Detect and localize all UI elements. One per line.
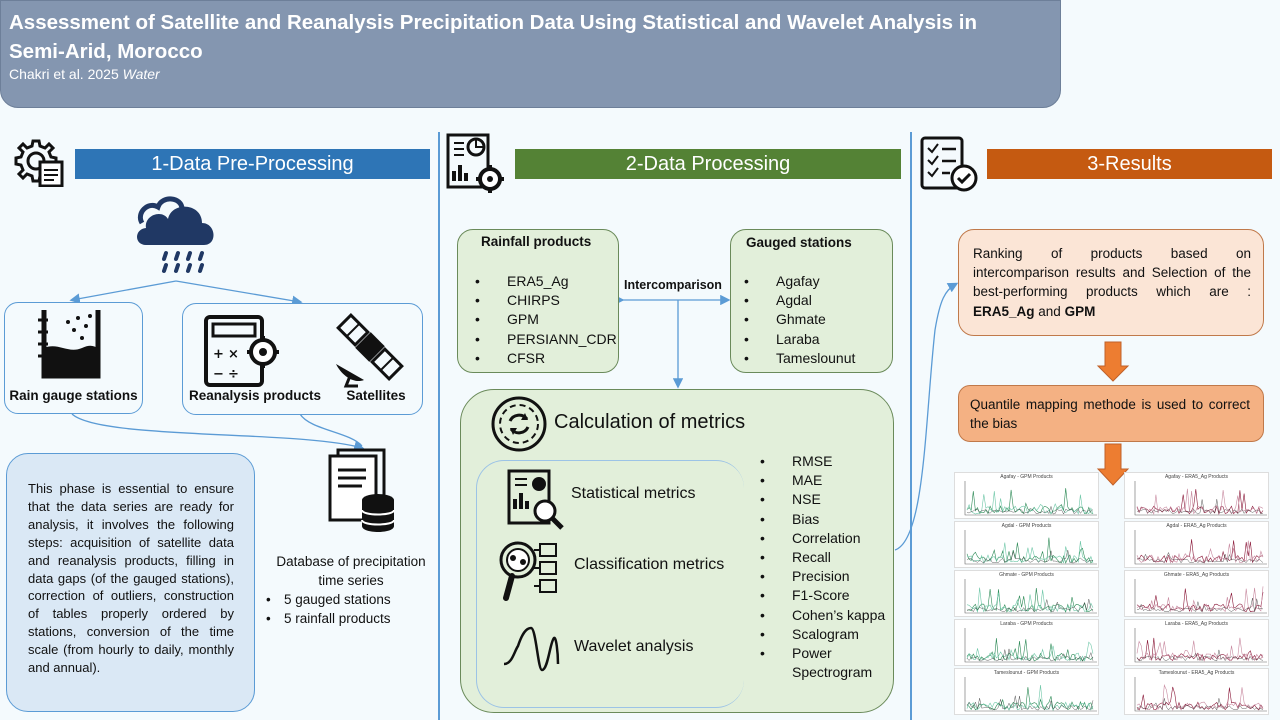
gauged-station-item: • Laraba	[744, 330, 884, 349]
metrics-title: Calculation of metrics	[554, 411, 746, 433]
rain-cloud-icon	[132, 193, 220, 277]
and-word: and	[1038, 303, 1061, 319]
wave-icon	[502, 624, 560, 674]
metric-item: • MAE	[760, 471, 888, 490]
satellite-icon	[328, 306, 412, 388]
svg-text:+: +	[213, 347, 224, 362]
result-chart-thumbnail	[1124, 472, 1269, 519]
authors: Chakri et al. 2025	[9, 66, 119, 82]
result-chart-thumbnail	[954, 570, 1099, 617]
ranking-text	[973, 244, 1251, 321]
rainfall-product-item: • CHIRPS	[475, 291, 615, 310]
section1-heading: 1-Data Pre-Processing	[75, 149, 430, 179]
database-list	[266, 590, 436, 628]
gauged-stations-title: Gauged stations	[746, 235, 852, 250]
gauged-station-item: • Ghmate	[744, 310, 884, 329]
result-chart-plot	[1129, 479, 1269, 519]
database-item: • 5 gauged stations	[266, 590, 436, 609]
result-chart-title: Agdal - GPM Products	[1001, 523, 1052, 529]
classification-metrics-label: Classification metrics	[574, 556, 725, 573]
satellites-label: Satellites	[346, 388, 406, 403]
rainfall-product-item: • ERA5_Ag	[475, 272, 615, 291]
result-chart-thumbnail	[1124, 619, 1269, 666]
result-chart-thumbnail	[954, 472, 1099, 519]
metric-item: • Scalogram	[760, 625, 888, 644]
section3-heading: 3-Results	[987, 149, 1272, 179]
page-title: Assessment of Satellite and Reanalysis Precipitation Data Using Statistical and Wavelet Analysis in Semi-Arid, Morocco	[9, 11, 977, 63]
rainfall-product-item: • GPM	[475, 310, 615, 329]
rainfall-product-item: • PERSIANN_CDR	[475, 330, 615, 349]
result-chart-plot	[1129, 577, 1269, 617]
quantile-text: Quantile mapping methode is used to correct the bias	[970, 397, 1250, 432]
best-product-1: ERA5_Ag	[973, 303, 1035, 319]
result-chart-title: Agafay - ERA5_Ag Products	[1164, 474, 1229, 480]
statistical-metrics-label: Statistical metrics	[571, 485, 696, 502]
result-chart-thumbnail	[1124, 668, 1269, 715]
ranking-description: Ranking of products based on intercomparison results and Selection of the best-performing products which are :	[973, 246, 1251, 300]
reanalysis-label: Reanalysis products	[188, 388, 322, 403]
gauged-stations-list	[744, 272, 884, 368]
rain-gauge-icon	[38, 308, 104, 380]
metric-item: • Bias	[760, 510, 888, 529]
metric-item: • F1-Score	[760, 586, 888, 605]
metric-item: • Recall	[760, 548, 888, 567]
gauged-station-item: • Agafay	[744, 272, 884, 291]
result-chart-title: Ghmate - GPM Products	[999, 572, 1054, 578]
result-chart-plot	[959, 675, 1099, 715]
metric-item: • Precision	[760, 567, 888, 586]
result-chart-title: Laraba - GPM Products	[1000, 621, 1053, 627]
checklist-icon	[920, 134, 978, 192]
gauged-station-item: • Agdal	[744, 291, 884, 310]
result-chart-title: Tameslounut - GPM Products	[993, 670, 1060, 676]
result-chart-plot	[1129, 528, 1269, 568]
result-chart-title: Agafay - GPM Products	[1000, 474, 1053, 480]
database-title: Database of precipitation time series	[276, 554, 426, 588]
svg-text:−: −	[213, 367, 224, 382]
section2-heading: 2-Data Processing	[515, 149, 901, 179]
best-product-2: GPM	[1064, 303, 1096, 319]
result-chart-plot	[959, 479, 1099, 519]
result-chart-title: Tameslounut - ERA5_Ag Products	[1158, 670, 1235, 676]
database-documents-icon	[326, 448, 398, 532]
result-chart-plot	[959, 577, 1099, 617]
result-chart-thumbnail	[1124, 570, 1269, 617]
result-chart-plot	[959, 626, 1099, 666]
result-chart-plot	[959, 528, 1099, 568]
cycle-gear-icon	[490, 395, 548, 453]
gear-document-icon	[9, 135, 65, 187]
results-charts	[932, 472, 1280, 720]
metric-item: • RMSE	[760, 452, 888, 471]
database-item: • 5 rainfall products	[266, 609, 436, 628]
result-chart-thumbnail	[954, 619, 1099, 666]
rainfall-products-title: Rainfall products	[481, 234, 592, 249]
pre-processing-description: This phase is essential to ensure that the data series are ready for analysis, it involves the following steps: acquisition of satellite data and reanalysis products, filling in data gaps (of the gauged stations), correction of outliers, construction of tables properly ordered by stations, conversion of the time scale (from hourly to daily, monthly and annual).	[28, 481, 234, 676]
magnifier-checklist-icon	[498, 540, 562, 606]
result-chart-plot	[1129, 675, 1269, 715]
result-chart-plot	[1129, 626, 1269, 666]
gauged-station-item: • Tameslounut	[744, 349, 884, 368]
intercomparison-label: Intercomparison	[624, 278, 722, 292]
calculator-gear-icon	[203, 314, 281, 388]
metric-item: • Cohen’s kappa	[760, 606, 888, 625]
report-search-icon	[507, 469, 565, 531]
result-chart-title: Ghmate - ERA5_Ag Products	[1163, 572, 1230, 578]
journal-name: Water	[122, 66, 160, 82]
result-chart-title: Agdal - ERA5_Ag Products	[1166, 523, 1227, 529]
rainfall-products-list	[475, 272, 615, 368]
report-gear-icon	[446, 133, 506, 193]
svg-text:×: ×	[228, 347, 239, 362]
rain-gauge-label: Rain gauge stations	[9, 388, 138, 403]
metric-item: • Power Spectrogram	[760, 644, 888, 682]
rainfall-product-item: • CFSR	[475, 349, 615, 368]
result-chart-title: Laraba - ERA5_Ag Products	[1164, 621, 1229, 627]
metric-item: • Correlation	[760, 529, 888, 548]
metric-item: • NSE	[760, 490, 888, 509]
svg-text:÷: ÷	[228, 367, 239, 382]
metrics-list	[760, 452, 888, 682]
result-chart-thumbnail	[954, 668, 1099, 715]
result-chart-thumbnail	[954, 521, 1099, 568]
wavelet-analysis-label: Wavelet analysis	[574, 638, 694, 655]
result-chart-thumbnail	[1124, 521, 1269, 568]
